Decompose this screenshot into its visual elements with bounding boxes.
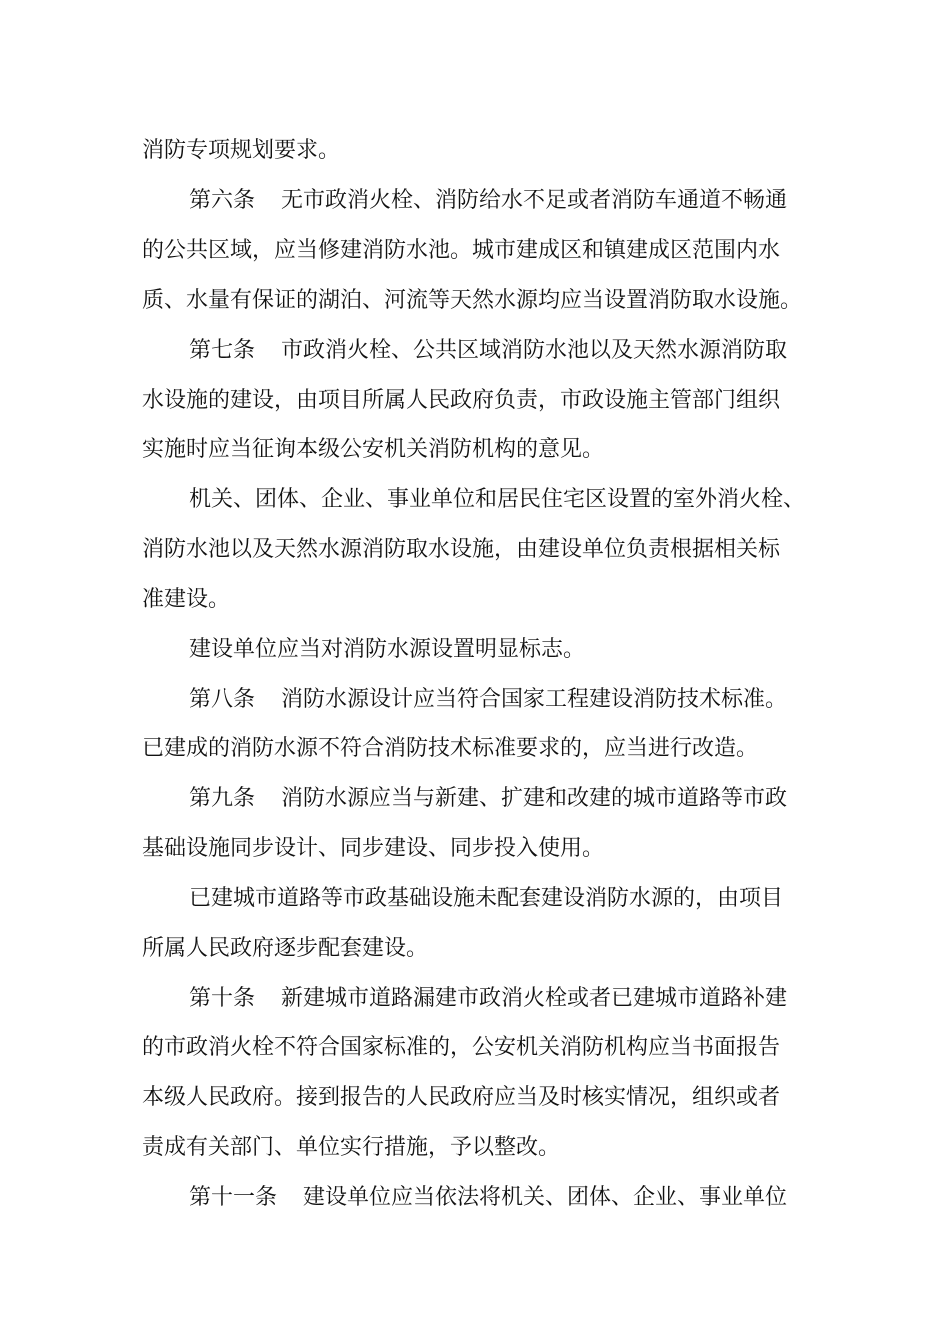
text-line: 已建城市道路等市政基础设施未配套建设消防水源的，由项目 [189, 886, 784, 911]
text-line: 消防水池以及天然水源消防取水设施，由建设单位负责根据相关标 [142, 537, 781, 562]
text-line: 新建城市道路漏建市政消火栓或者已建城市道路补建 [281, 986, 788, 1011]
article-number: 第八条 [189, 687, 256, 712]
text-line: 消防专项规划要求。 [142, 138, 341, 163]
text-line: 建设单位应当对消防水源设置明显标志。 [189, 637, 586, 662]
text-line: 机关、团体、企业、事业单位和居民住宅区设置的室外消火栓、 [189, 487, 806, 512]
article-number: 第七条 [189, 338, 256, 363]
text-line: 责成有关部门、单位实行措施，予以整改。 [142, 1135, 561, 1160]
text-line: 质、水量有保证的湖泊、河流等天然水源均应当设置消防取水设施。 [142, 288, 803, 313]
article-number: 第九条 [189, 786, 256, 811]
article-number: 第十一条 [189, 1185, 278, 1210]
article-10-line [189, 979, 832, 1019]
text-line: 消防水源设计应当符合国家工程建设消防技术标准。 [281, 687, 788, 712]
article-11-line [189, 1178, 832, 1218]
text-line: 本级人民政府。接到报告的人民政府应当及时核实情况，组织或者 [142, 1085, 781, 1110]
article-number: 第十条 [189, 986, 256, 1011]
text-line: 水设施的建设，由项目所属人民政府负责，市政设施主管部门组织 [142, 388, 781, 413]
article-8-line [189, 680, 832, 720]
text-line: 所属人民政府逐步配套建设。 [142, 936, 429, 961]
text-line: 无市政消火栓、消防给水不足或者消防车通道不畅通 [281, 188, 788, 213]
text-line: 市政消火栓、公共区域消防水池以及天然水源消防取 [281, 338, 788, 363]
text-line: 准建设。 [142, 587, 231, 612]
article-9-line [189, 779, 832, 819]
text-line: 消防水源应当与新建、扩建和改建的城市道路等市政 [281, 786, 788, 811]
text-line: 的公共区域，应当修建消防水池。城市建成区和镇建成区范围内水 [142, 238, 781, 263]
text-line: 已建成的消防水源不符合消防技术标准要求的，应当进行改造。 [142, 736, 759, 761]
text-line: 建设单位应当依法将机关、团体、企业、事业单位 [303, 1185, 788, 1210]
text-line: 基础设施同步设计、同步建设、同步投入使用。 [142, 836, 605, 861]
article-7-line [189, 331, 832, 371]
article-number: 第六条 [189, 188, 256, 213]
text-line: 实施时应当征询本级公安机关消防机构的意见。 [142, 437, 605, 462]
article-6-line [189, 181, 832, 221]
text-line: 的市政消火栓不符合国家标准的，公安机关消防机构应当书面报告 [142, 1035, 781, 1060]
